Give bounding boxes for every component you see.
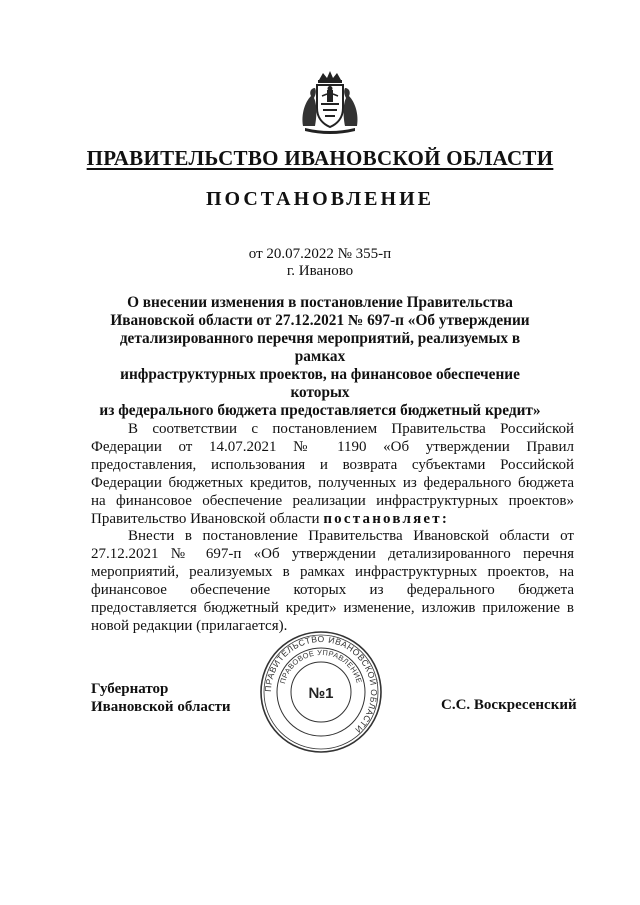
signatory-position (91, 680, 231, 716)
organization-name: ПРАВИТЕЛЬСТВО ИВАНОВСКОЙ ОБЛАСТИ (86, 146, 554, 170)
resolution-paragraph: Внести в постановление Правительства Ивановской области от 27.12.2021 № 697-п «Об утверждении детализированного перечня мероприятий, реализуемых в рамках инфраструктурных проектов, на финансовое обеспечение которых из федерального бюджета предоставляется бюджетный кредит» изменение, изложив приложение в новой редакции (прилагается). (91, 528, 574, 634)
coat-of-arms-emblem (297, 70, 363, 136)
document-body (91, 421, 574, 636)
document-city: г. Иваново (286, 263, 354, 279)
resolves-word: постановляет: (323, 510, 450, 527)
title-line: детализированного перечня мероприятий, реализуемых в рамках (119, 330, 521, 365)
stamp-number: №1 (308, 685, 334, 702)
title-line: Ивановской области от 27.12.2021 № 697-п «Об утверждении (110, 312, 530, 329)
position-line: Ивановской области (91, 699, 231, 715)
title-line: из федерального бюджета предоставляется бюджетный кредит» (99, 402, 541, 419)
official-stamp (259, 630, 383, 754)
preamble-text: В соответствии с постановлением Правительства Российской Федерации от 14.07.2021 № 1190 «Об утверждении Правил предоставления, использования и возврата субъектами Российской Федерации бюджетных кредитов, полученных из федерального бюджета на финансовое обеспечение реализации инфраструктурных проектов» Правительство Ивановской области (91, 421, 574, 527)
title-line: О внесении изменения в постановление Правительства (127, 294, 513, 311)
document-type: ПОСТАНОВЛЕНИЕ (206, 188, 434, 210)
stamp-inner-text: ПРАВОВОЕ УПРАВЛЕНИЕ (278, 647, 364, 685)
position-line: Губернатор (91, 681, 169, 697)
stamp-outer-text: ПРАВИТЕЛЬСТВО ИВАНОВСКОЙ ОБЛАСТИ (262, 633, 380, 736)
document-title (95, 294, 545, 420)
title-line: инфраструктурных проектов, на финансовое обеспечение которых (120, 366, 520, 401)
document-date-number: от 20.07.2022 № 355-п (248, 246, 392, 262)
preamble-paragraph (91, 421, 574, 528)
signatory-name: С.С. Воскресенский (441, 697, 577, 713)
